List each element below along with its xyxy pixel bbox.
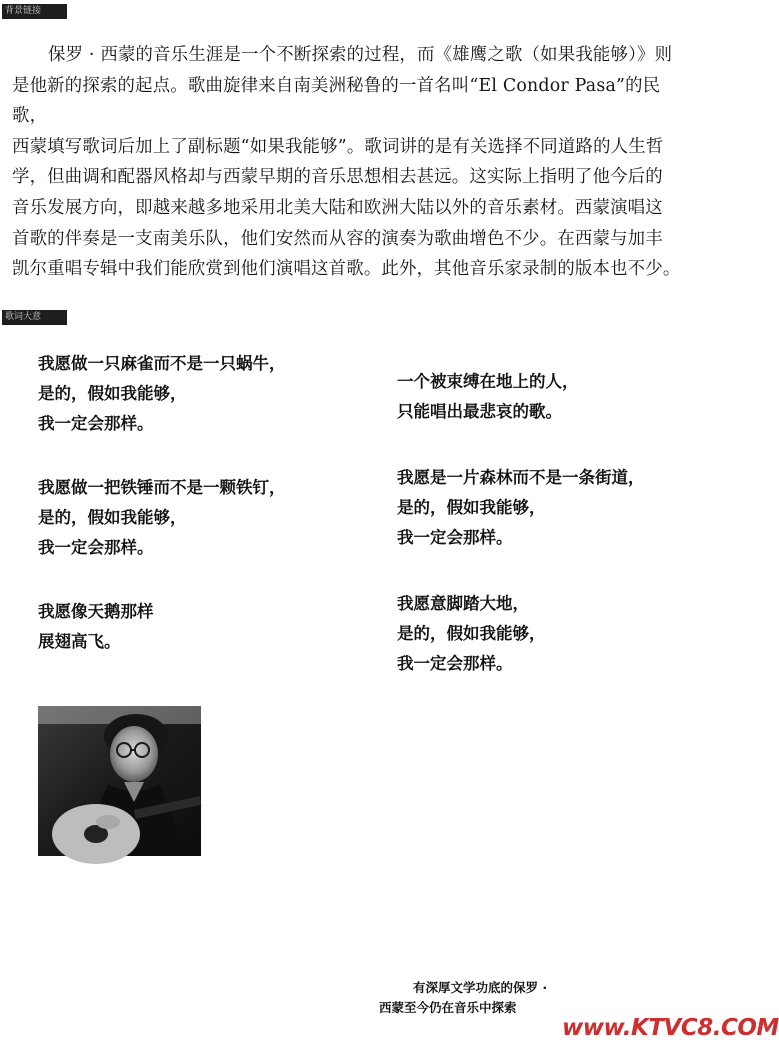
lyrics-stanza (38, 349, 368, 439)
lyrics-stanza (38, 597, 368, 657)
lyrics-stanza (38, 473, 368, 563)
lyrics-stanza (397, 589, 697, 679)
lyric-line: 只能唱出最悲哀的歌。 (397, 402, 562, 421)
lyric-line: 我愿是一片森林而不是一条街道， (397, 468, 645, 487)
singer-photo (38, 706, 201, 856)
lyric-line: 展翅高飞。 (38, 632, 121, 651)
lyric-line: 是的，假如我能够， (397, 624, 546, 643)
bio-line: 是他新的探索的起点。歌曲旋律来自南美洲秘鲁的一首名叫“El Condor Pasa”的民歌， (12, 75, 661, 127)
bio-line: 凯尔重唱专辑中我们能欣赏到他们演唱这首歌。此外，其他音乐家录制的版本也不少。 (12, 259, 681, 280)
lyric-line: 我愿做一只麻雀而不是一只蜗牛， (38, 354, 286, 373)
lyric-line: 是的，假如我能够， (397, 498, 546, 517)
section-label-background: 背景链接 (2, 4, 67, 19)
lyric-line: 我愿做一把铁锤而不是一颗铁钉， (38, 478, 286, 497)
photo-caption (379, 978, 619, 1018)
lyric-line: 是的，假如我能够， (38, 508, 187, 527)
singer-photo-illustration (38, 706, 201, 856)
lyrics-right-column (397, 367, 697, 679)
site-watermark: www.KTVC8.COM (562, 1015, 779, 1041)
bio-line: 音乐发展方向，即越来越多地采用北美大陆和欧洲大陆以外的音乐素材。西蒙演唱这 (12, 197, 663, 218)
lyric-line: 我愿意脚踏大地， (397, 594, 529, 613)
lyric-line: 一个被束缚在地上的人， (397, 372, 579, 391)
lyric-line: 我愿像天鹅那样 (38, 602, 154, 621)
lyrics-stanza (397, 463, 697, 553)
lyric-line: 我一定会那样。 (397, 528, 513, 547)
lyric-line: 我一定会那样。 (38, 414, 154, 433)
section-label-lyrics: 歌词大意 (2, 310, 67, 325)
bio-line: 西蒙填写歌词后加上了副标题“如果我能够”。歌词讲的是有关选择不同道路的人生哲 (12, 136, 664, 157)
lyrics-stanza (397, 367, 697, 427)
lyrics-left-column (38, 349, 368, 657)
lyric-line: 我一定会那样。 (38, 538, 154, 557)
caption-line: 西蒙至今仍在音乐中探索 (379, 1000, 517, 1015)
lyric-line: 我一定会那样。 (397, 654, 513, 673)
bio-line: 首歌的伴奏是一支南美乐队，他们安然而从容的演奏为歌曲增色不少。在西蒙与加丰 (12, 228, 663, 249)
bio-line: 保罗 · 西蒙的音乐生涯是一个不断探索的过程，而《雄鹰之歌（如果我能够）》则 (48, 45, 673, 65)
caption-line: 有深厚文学功底的保罗 · (413, 980, 548, 995)
lyric-line: 是的，假如我能够， (38, 384, 187, 403)
bio-paragraph (12, 40, 692, 285)
bio-line: 学，但曲调和配器风格却与西蒙早期的音乐思想相去甚远。这实际上指明了他今后的 (12, 167, 663, 188)
